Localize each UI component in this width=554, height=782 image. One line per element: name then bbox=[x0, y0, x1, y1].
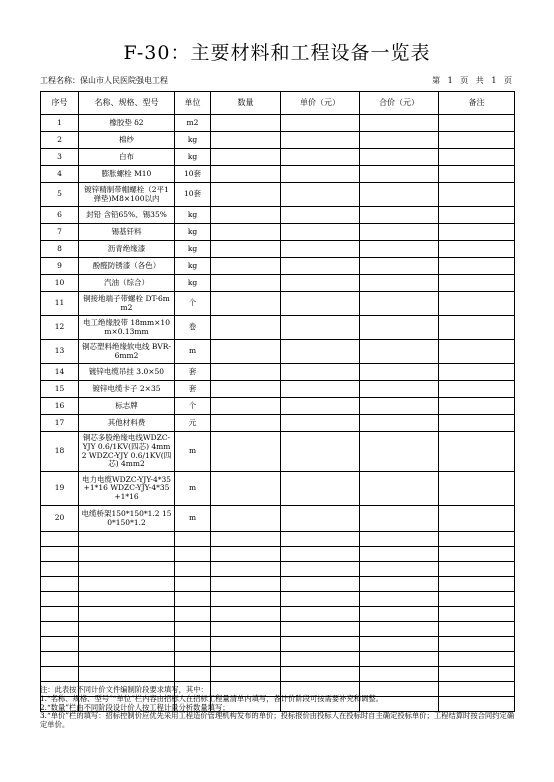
cell-name: 铜芯多股绝缘电线WDZC-YJY 0.6/1KV(四芯) 4mm2 WDZC-YJY 0.6/1KV(四芯) 4mm2 bbox=[79, 432, 175, 472]
header-remarks: 备注 bbox=[439, 92, 515, 115]
cell-unit-price bbox=[281, 316, 360, 340]
table-row bbox=[41, 149, 515, 166]
cell-unit: m bbox=[175, 432, 211, 472]
table-row bbox=[41, 183, 515, 207]
cell-unit: m2 bbox=[175, 115, 211, 132]
cell-unit: m bbox=[175, 340, 211, 364]
empty-table-row bbox=[41, 532, 515, 547]
empty-cell bbox=[439, 577, 515, 592]
empty-cell bbox=[360, 652, 439, 667]
cell-unit: 套 bbox=[175, 364, 211, 381]
empty-cell bbox=[41, 622, 79, 637]
cell-total-price bbox=[360, 415, 439, 432]
cell-quantity bbox=[211, 115, 281, 132]
cell-unit-price bbox=[281, 432, 360, 472]
cell-unit: 元 bbox=[175, 415, 211, 432]
empty-cell bbox=[41, 652, 79, 667]
empty-cell bbox=[41, 637, 79, 652]
cell-name: 封铅 含铅65%、锡35% bbox=[79, 207, 175, 224]
cell-unit: 10套 bbox=[175, 166, 211, 183]
cell-quantity bbox=[211, 398, 281, 415]
cell-unit: kg bbox=[175, 275, 211, 292]
empty-cell bbox=[175, 652, 211, 667]
empty-cell bbox=[439, 532, 515, 547]
empty-cell bbox=[79, 577, 175, 592]
cell-name: 汽油（综合） bbox=[79, 275, 175, 292]
cell-total-price bbox=[360, 316, 439, 340]
empty-table-row bbox=[41, 667, 515, 682]
cell-total-price bbox=[360, 183, 439, 207]
cell-remarks bbox=[439, 207, 515, 224]
table-body bbox=[41, 115, 515, 712]
table-row bbox=[41, 506, 515, 532]
footnote-intro: 注：此表按不同计价文件编制阶段要求填写，其中： bbox=[40, 685, 208, 694]
empty-cell bbox=[175, 637, 211, 652]
cell-quantity bbox=[211, 415, 281, 432]
empty-cell bbox=[211, 547, 281, 562]
cell-no: 2 bbox=[41, 132, 79, 149]
cell-unit: 个 bbox=[175, 398, 211, 415]
cell-name: 白布 bbox=[79, 149, 175, 166]
cell-name: 镀锌电缆吊挂 3.0×50 bbox=[79, 364, 175, 381]
cell-quantity bbox=[211, 132, 281, 149]
cell-no: 3 bbox=[41, 149, 79, 166]
cell-total-price bbox=[360, 472, 439, 506]
cell-total-price bbox=[360, 166, 439, 183]
cell-quantity bbox=[211, 224, 281, 241]
cell-remarks bbox=[439, 381, 515, 398]
cell-total-price bbox=[360, 132, 439, 149]
cell-remarks bbox=[439, 115, 515, 132]
table-header-row bbox=[41, 92, 515, 115]
table-row bbox=[41, 381, 515, 398]
empty-cell bbox=[41, 667, 79, 682]
empty-table-row bbox=[41, 547, 515, 562]
cell-name: 铜芯塑料绝缘软电线 BVR-6mm2 bbox=[79, 340, 175, 364]
table-row bbox=[41, 115, 515, 132]
empty-cell bbox=[439, 607, 515, 622]
cell-unit: m bbox=[175, 506, 211, 532]
cell-total-price bbox=[360, 149, 439, 166]
empty-cell bbox=[211, 622, 281, 637]
cell-quantity bbox=[211, 292, 281, 316]
cell-quantity bbox=[211, 183, 281, 207]
empty-cell bbox=[175, 532, 211, 547]
cell-unit-price bbox=[281, 364, 360, 381]
cell-name: 镀锌精制带帽螺栓（2平1弹垫)M8×100以内 bbox=[79, 183, 175, 207]
empty-cell bbox=[211, 562, 281, 577]
cell-unit-price bbox=[281, 183, 360, 207]
empty-cell bbox=[175, 562, 211, 577]
cell-name: 橡胶垫 δ2 bbox=[79, 115, 175, 132]
cell-quantity bbox=[211, 340, 281, 364]
cell-unit: kg bbox=[175, 149, 211, 166]
header-name: 名称、规格、型号 bbox=[79, 92, 175, 115]
empty-cell bbox=[360, 637, 439, 652]
cell-quantity bbox=[211, 166, 281, 183]
cell-unit-price bbox=[281, 115, 360, 132]
cell-no: 17 bbox=[41, 415, 79, 432]
cell-remarks bbox=[439, 166, 515, 183]
cell-total-price bbox=[360, 258, 439, 275]
empty-cell bbox=[360, 667, 439, 682]
empty-cell bbox=[281, 667, 360, 682]
cell-total-price bbox=[360, 224, 439, 241]
cell-quantity bbox=[211, 364, 281, 381]
empty-cell bbox=[439, 592, 515, 607]
cell-unit-price bbox=[281, 292, 360, 316]
cell-no: 4 bbox=[41, 166, 79, 183]
cell-unit-price bbox=[281, 381, 360, 398]
cell-no: 9 bbox=[41, 258, 79, 275]
empty-cell bbox=[360, 562, 439, 577]
cell-unit-price bbox=[281, 340, 360, 364]
empty-cell bbox=[79, 607, 175, 622]
cell-unit: kg bbox=[175, 224, 211, 241]
cell-remarks bbox=[439, 258, 515, 275]
table-row bbox=[41, 258, 515, 275]
table-row bbox=[41, 398, 515, 415]
cell-quantity bbox=[211, 472, 281, 506]
cell-quantity bbox=[211, 506, 281, 532]
empty-cell bbox=[281, 577, 360, 592]
footnote-3: 3.“单价”栏的填写：招标控制价应优先采用工程造价管理机构发布的单价；投标报价由投标人在投标时自主确定投标单价；工程结算时按合同约定确定单价。 bbox=[40, 711, 515, 729]
cell-no: 1 bbox=[41, 115, 79, 132]
empty-cell bbox=[211, 532, 281, 547]
empty-table-row bbox=[41, 562, 515, 577]
cell-remarks bbox=[439, 398, 515, 415]
cell-remarks bbox=[439, 316, 515, 340]
empty-cell bbox=[79, 592, 175, 607]
empty-cell bbox=[175, 547, 211, 562]
empty-cell bbox=[439, 667, 515, 682]
empty-table-row bbox=[41, 622, 515, 637]
empty-cell bbox=[79, 652, 175, 667]
cell-no: 16 bbox=[41, 398, 79, 415]
empty-cell bbox=[41, 607, 79, 622]
cell-unit-price bbox=[281, 132, 360, 149]
empty-cell bbox=[439, 652, 515, 667]
cell-total-price bbox=[360, 275, 439, 292]
header-no: 序号 bbox=[41, 92, 79, 115]
empty-cell bbox=[439, 622, 515, 637]
cell-unit-price bbox=[281, 275, 360, 292]
cell-remarks bbox=[439, 415, 515, 432]
cell-unit-price bbox=[281, 258, 360, 275]
cell-remarks bbox=[439, 432, 515, 472]
cell-no: 5 bbox=[41, 183, 79, 207]
cell-no: 18 bbox=[41, 432, 79, 472]
cell-name: 锡基钎料 bbox=[79, 224, 175, 241]
cell-name: 酚醛防锈漆（各色） bbox=[79, 258, 175, 275]
empty-cell bbox=[211, 607, 281, 622]
cell-unit: kg bbox=[175, 207, 211, 224]
cell-total-price bbox=[360, 207, 439, 224]
empty-cell bbox=[79, 622, 175, 637]
cell-no: 15 bbox=[41, 381, 79, 398]
table-row bbox=[41, 340, 515, 364]
empty-cell bbox=[175, 667, 211, 682]
empty-cell bbox=[360, 592, 439, 607]
empty-cell bbox=[211, 652, 281, 667]
empty-cell bbox=[41, 592, 79, 607]
header-quantity: 数量 bbox=[211, 92, 281, 115]
cell-unit: 套 bbox=[175, 381, 211, 398]
empty-table-row bbox=[41, 652, 515, 667]
cell-quantity bbox=[211, 149, 281, 166]
empty-cell bbox=[281, 592, 360, 607]
cell-remarks bbox=[439, 340, 515, 364]
cell-unit: kg bbox=[175, 132, 211, 149]
cell-quantity bbox=[211, 207, 281, 224]
table-row bbox=[41, 166, 515, 183]
empty-cell bbox=[41, 562, 79, 577]
cell-no: 11 bbox=[41, 292, 79, 316]
cell-remarks bbox=[439, 241, 515, 258]
table-row bbox=[41, 132, 515, 149]
cell-no: 20 bbox=[41, 506, 79, 532]
cell-name: 电缆桥架150*150*1.2 150*150*1.2 bbox=[79, 506, 175, 532]
cell-total-price bbox=[360, 506, 439, 532]
cell-unit: m bbox=[175, 472, 211, 506]
table-row bbox=[41, 472, 515, 506]
empty-cell bbox=[281, 622, 360, 637]
cell-total-price bbox=[360, 241, 439, 258]
cell-name: 其他材料费 bbox=[79, 415, 175, 432]
cell-unit-price bbox=[281, 398, 360, 415]
cell-unit-price bbox=[281, 224, 360, 241]
header-unit-price: 单价（元） bbox=[281, 92, 360, 115]
table-row bbox=[41, 224, 515, 241]
cell-quantity bbox=[211, 241, 281, 258]
cell-unit-price bbox=[281, 166, 360, 183]
cell-no: 12 bbox=[41, 316, 79, 340]
empty-cell bbox=[360, 547, 439, 562]
cell-name: 标志牌 bbox=[79, 398, 175, 415]
cell-quantity bbox=[211, 275, 281, 292]
cell-quantity bbox=[211, 381, 281, 398]
empty-cell bbox=[360, 607, 439, 622]
cell-remarks bbox=[439, 132, 515, 149]
cell-total-price bbox=[360, 292, 439, 316]
cell-no: 10 bbox=[41, 275, 79, 292]
cell-total-price bbox=[360, 381, 439, 398]
empty-cell bbox=[360, 577, 439, 592]
cell-total-price bbox=[360, 340, 439, 364]
cell-remarks bbox=[439, 224, 515, 241]
cell-unit: 10套 bbox=[175, 183, 211, 207]
empty-cell bbox=[175, 577, 211, 592]
cell-remarks bbox=[439, 364, 515, 381]
empty-cell bbox=[439, 547, 515, 562]
cell-remarks bbox=[439, 149, 515, 166]
table-row bbox=[41, 275, 515, 292]
cell-name: 电力电缆WDZC-YJY-4*35+1*16 WDZC-YJY-4*35+1*16 bbox=[79, 472, 175, 506]
empty-table-row bbox=[41, 577, 515, 592]
empty-cell bbox=[211, 577, 281, 592]
empty-cell bbox=[281, 652, 360, 667]
empty-table-row bbox=[41, 637, 515, 652]
cell-unit-price bbox=[281, 415, 360, 432]
cell-name: 铜接地端子带螺栓 DT-6mm2 bbox=[79, 292, 175, 316]
empty-cell bbox=[281, 637, 360, 652]
cell-total-price bbox=[360, 115, 439, 132]
cell-no: 8 bbox=[41, 241, 79, 258]
cell-name: 沥青绝缘漆 bbox=[79, 241, 175, 258]
empty-cell bbox=[281, 532, 360, 547]
empty-cell bbox=[281, 562, 360, 577]
empty-cell bbox=[79, 547, 175, 562]
cell-no: 13 bbox=[41, 340, 79, 364]
table-row bbox=[41, 364, 515, 381]
cell-unit-price bbox=[281, 506, 360, 532]
empty-cell bbox=[175, 622, 211, 637]
cell-quantity bbox=[211, 316, 281, 340]
footnote-1: 1.“名称、规格、型号”“单位”栏内容由招标人在招标工程量清单内填写，各计价阶段可按需要补充和调整。 bbox=[40, 693, 383, 703]
empty-cell bbox=[360, 622, 439, 637]
cell-name: 膨胀螺栓 M10 bbox=[79, 166, 175, 183]
cell-total-price bbox=[360, 398, 439, 415]
empty-cell bbox=[79, 637, 175, 652]
table-row bbox=[41, 241, 515, 258]
empty-cell bbox=[281, 607, 360, 622]
empty-cell bbox=[79, 532, 175, 547]
cell-quantity bbox=[211, 258, 281, 275]
cell-total-price bbox=[360, 432, 439, 472]
empty-table-row bbox=[41, 592, 515, 607]
cell-no: 19 bbox=[41, 472, 79, 506]
empty-table-row bbox=[41, 607, 515, 622]
page-number: 第 1 页 共 1 页 bbox=[432, 76, 512, 85]
cell-no: 14 bbox=[41, 364, 79, 381]
empty-cell bbox=[41, 547, 79, 562]
cell-unit-price bbox=[281, 207, 360, 224]
footnote-2: 2.“数量”栏由不同阶段设计价人按工程计量分析数量填写； bbox=[40, 702, 230, 712]
table-row bbox=[41, 316, 515, 340]
cell-name: 镀锌电缆卡子 2×35 bbox=[79, 381, 175, 398]
table-row bbox=[41, 415, 515, 432]
cell-unit: kg bbox=[175, 258, 211, 275]
cell-unit: 卷 bbox=[175, 316, 211, 340]
empty-cell bbox=[439, 637, 515, 652]
cell-remarks bbox=[439, 183, 515, 207]
header-unit: 单位 bbox=[175, 92, 211, 115]
page-title: F-30：主要材料和工程设备一览表 bbox=[123, 42, 431, 64]
cell-remarks bbox=[439, 275, 515, 292]
cell-remarks bbox=[439, 292, 515, 316]
cell-no: 7 bbox=[41, 224, 79, 241]
empty-cell bbox=[41, 577, 79, 592]
cell-unit: 个 bbox=[175, 292, 211, 316]
footnotes bbox=[40, 686, 516, 730]
cell-unit-price bbox=[281, 241, 360, 258]
cell-name: 棉纱 bbox=[79, 132, 175, 149]
project-name: 工程名称：保山市人民医院强电工程 bbox=[40, 76, 168, 85]
empty-cell bbox=[41, 532, 79, 547]
materials-table bbox=[40, 91, 515, 712]
cell-no: 6 bbox=[41, 207, 79, 224]
empty-cell bbox=[360, 532, 439, 547]
cell-total-price bbox=[360, 364, 439, 381]
cell-quantity bbox=[211, 432, 281, 472]
table-row bbox=[41, 432, 515, 472]
empty-cell bbox=[79, 667, 175, 682]
empty-cell bbox=[211, 592, 281, 607]
cell-name: 电工绝缘胶带 18mm×10m×0.13mm bbox=[79, 316, 175, 340]
cell-unit-price bbox=[281, 472, 360, 506]
empty-cell bbox=[211, 637, 281, 652]
cell-remarks bbox=[439, 506, 515, 532]
empty-cell bbox=[281, 547, 360, 562]
table-row bbox=[41, 292, 515, 316]
header-total-price: 合价（元） bbox=[360, 92, 439, 115]
empty-cell bbox=[79, 562, 175, 577]
cell-unit: kg bbox=[175, 241, 211, 258]
table-row bbox=[41, 207, 515, 224]
cell-unit-price bbox=[281, 149, 360, 166]
cell-remarks bbox=[439, 472, 515, 506]
empty-cell bbox=[175, 607, 211, 622]
empty-cell bbox=[439, 562, 515, 577]
empty-cell bbox=[175, 592, 211, 607]
empty-cell bbox=[211, 667, 281, 682]
